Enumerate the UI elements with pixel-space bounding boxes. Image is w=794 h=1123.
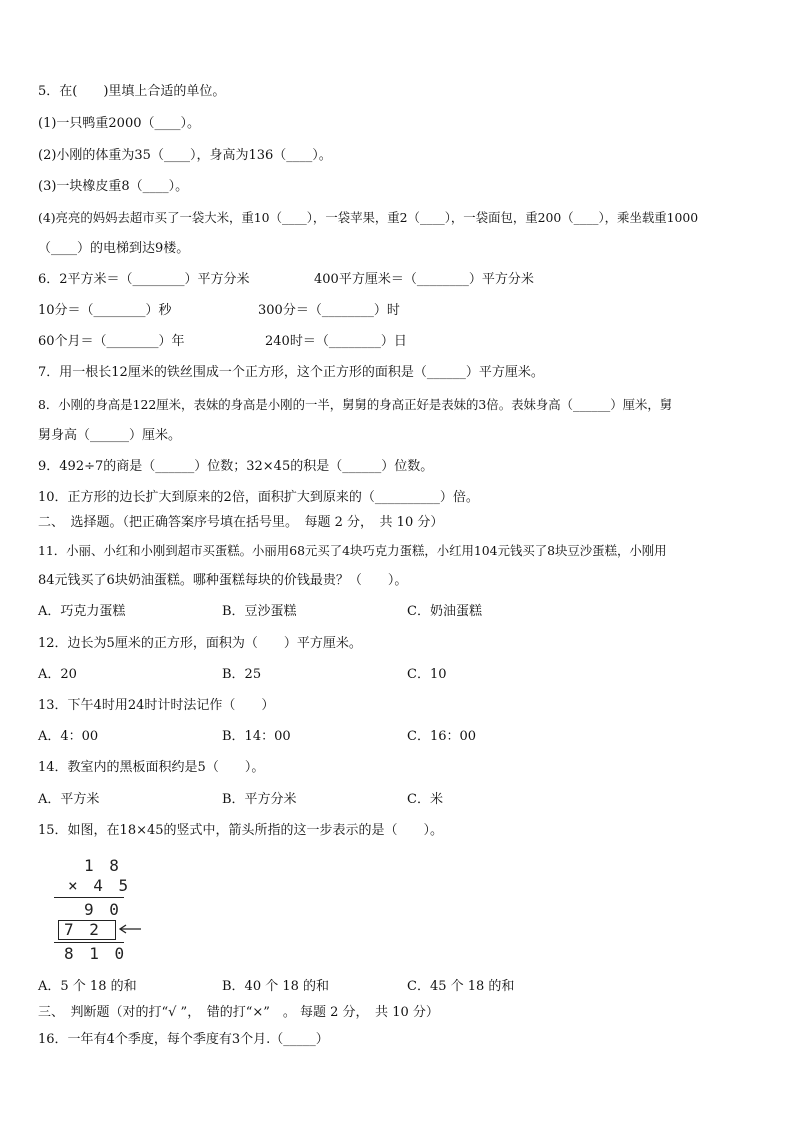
q6-row-3-left: 60个月＝（________）年 [38, 334, 185, 349]
q5-item-3: (3)一块橡皮重8（____）。 [38, 179, 189, 194]
q13-option-a: A．4：00 [38, 729, 99, 744]
q5-item-1: (1)一只鸭重2000（____）。 [38, 116, 200, 131]
q8-line-1: 8．小刚的身高是122厘米，表妹的身高是小刚的一半，舅舅的身高正好是表妹的3倍。表妹身高（______）厘米，舅 [38, 397, 673, 412]
q15-option-b: B．40 个 18 的和 [222, 979, 330, 994]
q15-option-a: A．5 个 18 的和 [38, 979, 137, 994]
q8-line-2: 舅身高（______）厘米。 [38, 428, 182, 443]
q11-line-2: 84元钱买了6块奶油蛋糕。哪种蛋糕每块的价钱最贵？（ ）。 [38, 573, 408, 588]
q11-line-1: 11．小丽、小红和小刚到超市买蛋糕。小丽用68元买了4块巧克力蛋糕，小红用104元钱买了8块豆沙蛋糕，小刚用 [38, 543, 667, 558]
q11-option-a: A．巧克力蛋糕 [38, 604, 126, 619]
q6-row-2-right: 300分＝（________）时 [258, 303, 400, 318]
q5-title: 5．在( )里填上合适的单位。 [38, 84, 226, 99]
rule-line [54, 942, 124, 943]
vertical-multiplication-figure [50, 852, 150, 970]
q14-option-b: B．平方分米 [222, 792, 297, 807]
q15-option-c: C．45 个 18 的和 [407, 979, 515, 994]
q11-option-c: C．奶油蛋糕 [407, 604, 482, 619]
multiplicand: 1 8 [84, 856, 122, 875]
q7: 7．用一根长12厘米的铁丝围成一个正方形，这个正方形的面积是（______）平方厘米。 [38, 365, 544, 380]
q14-option-a: A．平方米 [38, 792, 100, 807]
q5-item-4-line1: (4)亮亮的妈妈去超市买了一袋大米，重10（____），一袋苹果，重2（____），一袋面包，重200（____），乘坐载重1000 [38, 210, 699, 225]
product: 8 1 0 [64, 944, 128, 963]
section-2-heading: 二、 选择题。（把正确答案序号填在括号里。 每题 2 分， 共 10 分） [38, 515, 444, 530]
q12-option-a: A．20 [38, 667, 77, 682]
q5-item-2: (2)小刚的体重为35（____），身高为136（____）。 [38, 148, 332, 163]
q13-stem: 13．下午4时用24时计时法记作（ ） [38, 698, 275, 713]
partial-product-2: 7 2 [64, 920, 102, 939]
q6-row-2-left: 10分＝（________）秒 [38, 303, 172, 318]
q5-item-4-line2: （____）的电梯到达9楼。 [38, 241, 190, 256]
q10: 10．正方形的边长扩大到原来的2倍，面积扩大到原来的（__________）倍。 [38, 490, 479, 505]
q12-stem: 12．边长为5厘米的正方形，面积为（ ）平方厘米。 [38, 636, 362, 651]
left-arrow-icon [118, 924, 142, 934]
rule-line [54, 897, 124, 898]
q9: 9．492÷7的商是（______）位数；32×45的积是（______）位数。 [38, 459, 434, 474]
q12-option-b: B．25 [222, 667, 262, 682]
q6-row-1-left: 6．2平方米＝（________）平方分米 [38, 272, 250, 287]
multiplier: × 4 5 [68, 876, 132, 895]
section-3-heading: 三、 判断题（对的打“√ ”， 错的打“×” 。 每题 2 分， 共 10 分） [38, 1005, 439, 1020]
q15-stem: 15．如图，在18×45的竖式中，箭头所指的这一步表示的是（ ）。 [38, 823, 444, 838]
q14-option-c: C．米 [407, 792, 443, 807]
q14-stem: 14．教室内的黑板面积约是5（ ）。 [38, 760, 265, 775]
partial-product-1: 9 0 [84, 900, 122, 919]
q13-option-c: C．16：00 [407, 729, 477, 744]
q6-row-1-right: 400平方厘米＝（________）平方分米 [314, 272, 534, 287]
q13-option-b: B．14：00 [222, 729, 291, 744]
q16: 16．一年有4个季度，每个季度有3个月.（_____） [38, 1032, 329, 1047]
q12-option-c: C．10 [407, 667, 447, 682]
q11-option-b: B．豆沙蛋糕 [222, 604, 297, 619]
q6-row-3-right: 240时＝（________）日 [265, 334, 407, 349]
